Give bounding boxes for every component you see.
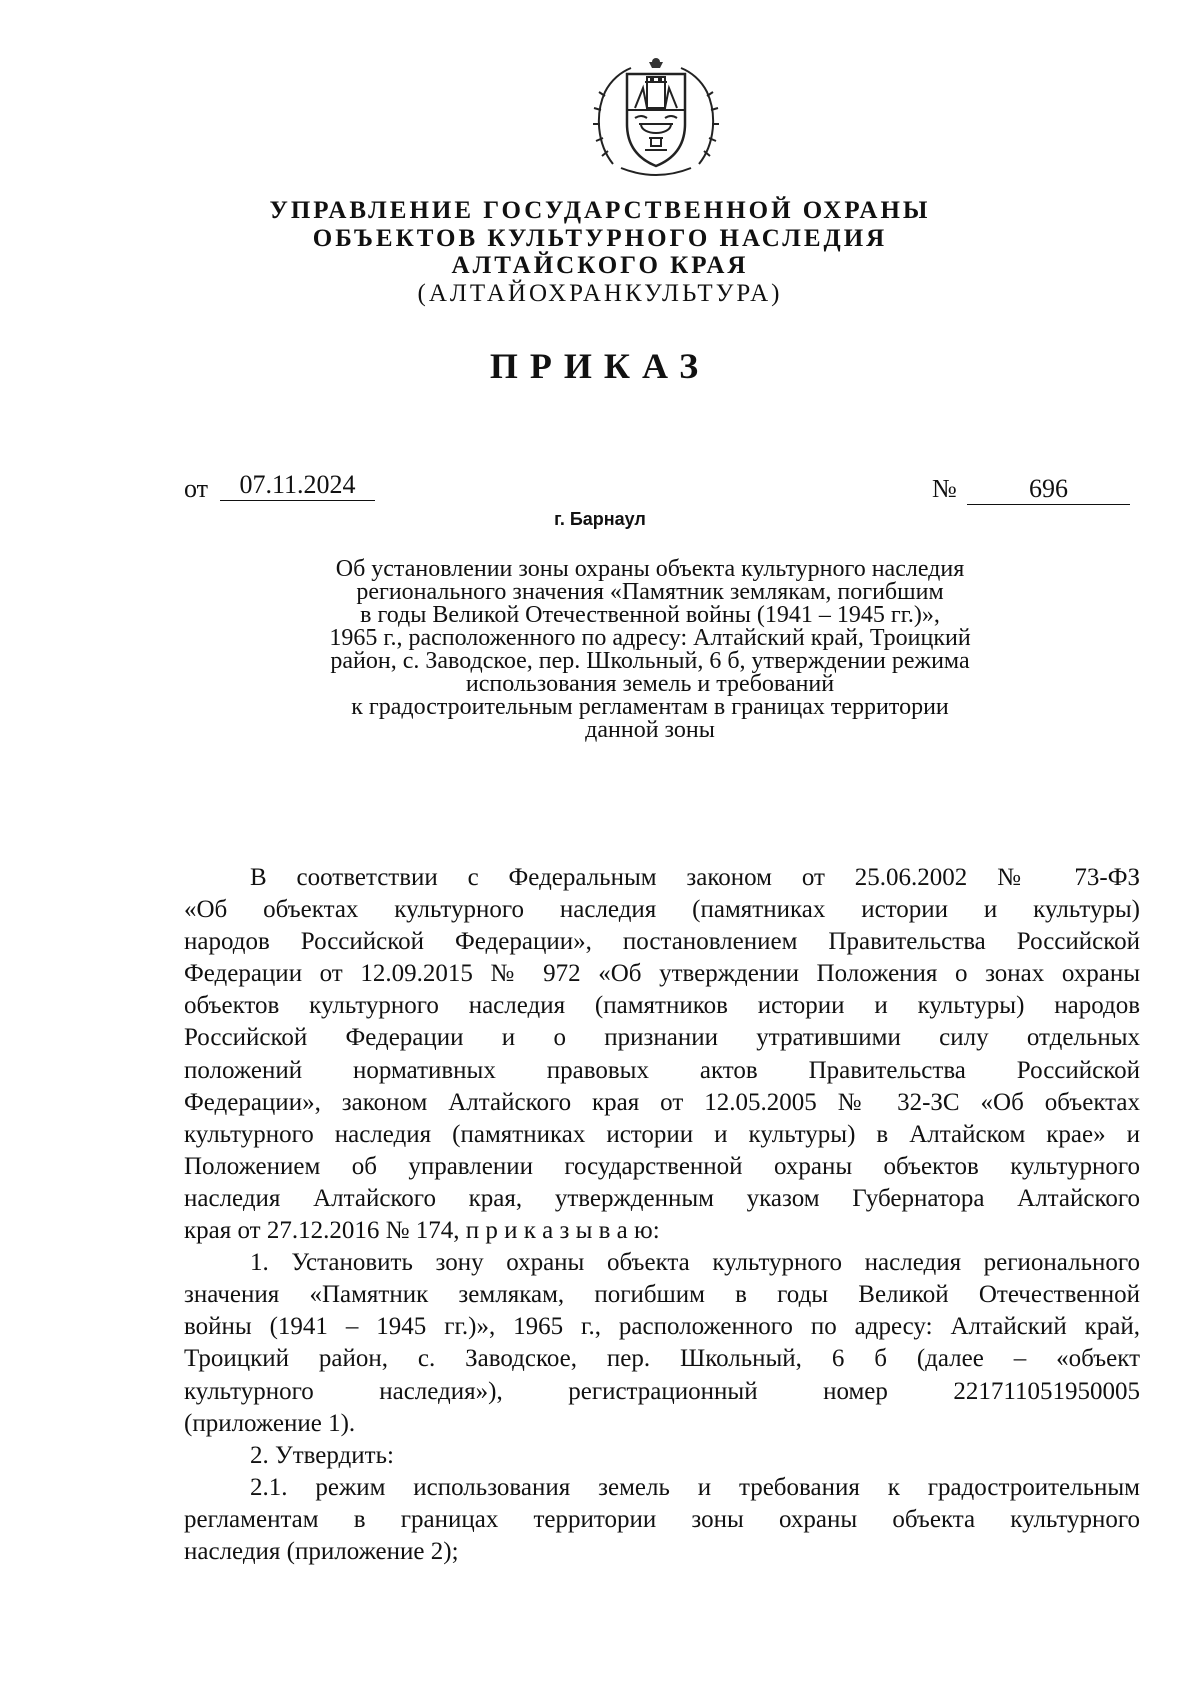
subject-line: использования земель и требований [465, 671, 835, 697]
document-type-title: ПРИКАЗ [489, 346, 711, 386]
body-line: наследия Алтайского края, утвержденным указом Губернатора Алтайского [184, 1184, 1140, 1212]
body-line: регламентам в границах территории зоны охраны объекта культурного [184, 1505, 1140, 1533]
issue-city: г. Барнаул [554, 509, 646, 529]
order-body [184, 862, 1140, 1568]
date-prefix: от [184, 474, 209, 503]
subject-line: к градостроительным регламентам в границах территории [351, 694, 949, 720]
body-line: культурного наследия»), регистрационный номер 221711051950005 [184, 1377, 1140, 1405]
subject-line: в годы Великой Отечественной войны (1941 – 1945 гг.)», [360, 602, 940, 628]
body-line: положений нормативных правовых актов Правительства Российской [184, 1056, 1140, 1084]
body-line: Федерации от 12.09.2015 № 972 «Об утверждении Положения о зонах охраны [184, 960, 1140, 988]
body-line: 2. Утвердить: [250, 1441, 394, 1469]
subject-line: 1965 г., расположенного по адресу: Алтайский край, Троицкий [329, 625, 971, 651]
subject-line: район, с. Заводское, пер. Школьный, 6 б, утверждении режима [330, 648, 970, 674]
number-prefix: № [932, 474, 957, 503]
org-short-name: (АЛТАЙОХРАНКУЛЬТУРА) [417, 280, 783, 307]
body-line: В соответствии с Федеральным законом от 25.06.2002 № 73-ФЗ [250, 864, 1140, 891]
body-line: (приложение 1). [184, 1409, 356, 1437]
body-line: войны (1941 – 1945 гг.)», 1965 г., расположенного по адресу: Алтайский край, [184, 1313, 1140, 1341]
body-line: объектов культурного наследия (памятников истории и культуры) народов [184, 992, 1140, 1020]
altai-krai-coat-of-arms-icon [591, 52, 721, 180]
order-number: 696 [967, 474, 1130, 505]
org-name-line-2: ОБЪЕКТОВ КУЛЬТУРНОГО НАСЛЕДИЯ [312, 225, 888, 252]
body-line: культурного наследия (памятниках истории и культуры) в Алтайском крае» и [184, 1120, 1140, 1148]
subject-line: Об установлении зоны охраны объекта культурного наследия [335, 556, 965, 582]
body-line: края от 27.12.2016 № 174, п р и к а з ы в а ю: [184, 1217, 660, 1245]
body-line: 2.1. режим использования земель и требования к градостроительным [250, 1473, 1140, 1501]
body-line: народов Российской Федерации», постановлением Правительства Российской [184, 928, 1140, 956]
order-date: 07.11.2024 [220, 470, 375, 501]
body-line: значения «Памятник землякам, погибшим в годы Великой Отечественной [184, 1281, 1140, 1309]
org-name-line-3: АЛТАЙСКОГО КРАЯ [451, 252, 749, 279]
order-subject [230, 558, 1070, 742]
body-line: Российской Федерации и о признании утратившими силу отдельных [184, 1024, 1140, 1052]
org-name-line-1: УПРАВЛЕНИЕ ГОСУДАРСТВЕННОЙ ОХРАНЫ [269, 197, 931, 224]
body-line: Положением об управлении государственной охраны объектов культурного [184, 1152, 1140, 1180]
subject-line: регионального значения «Памятник землякам, погибшим [356, 579, 944, 605]
body-line: наследия (приложение 2); [184, 1537, 459, 1565]
subject-line: данной зоны [585, 717, 715, 743]
body-line: «Об объектах культурного наследия (памятниках истории и культуры) [184, 896, 1140, 924]
body-line: 1. Установить зону охраны объекта культурного наследия регионального [250, 1249, 1140, 1277]
body-line: Федерации», законом Алтайского края от 12.05.2005 № 32-ЗС «Об объектах [184, 1088, 1140, 1116]
body-line: Троицкий район, с. Заводское, пер. Школьный, 6 б (далее – «объект [184, 1345, 1140, 1373]
